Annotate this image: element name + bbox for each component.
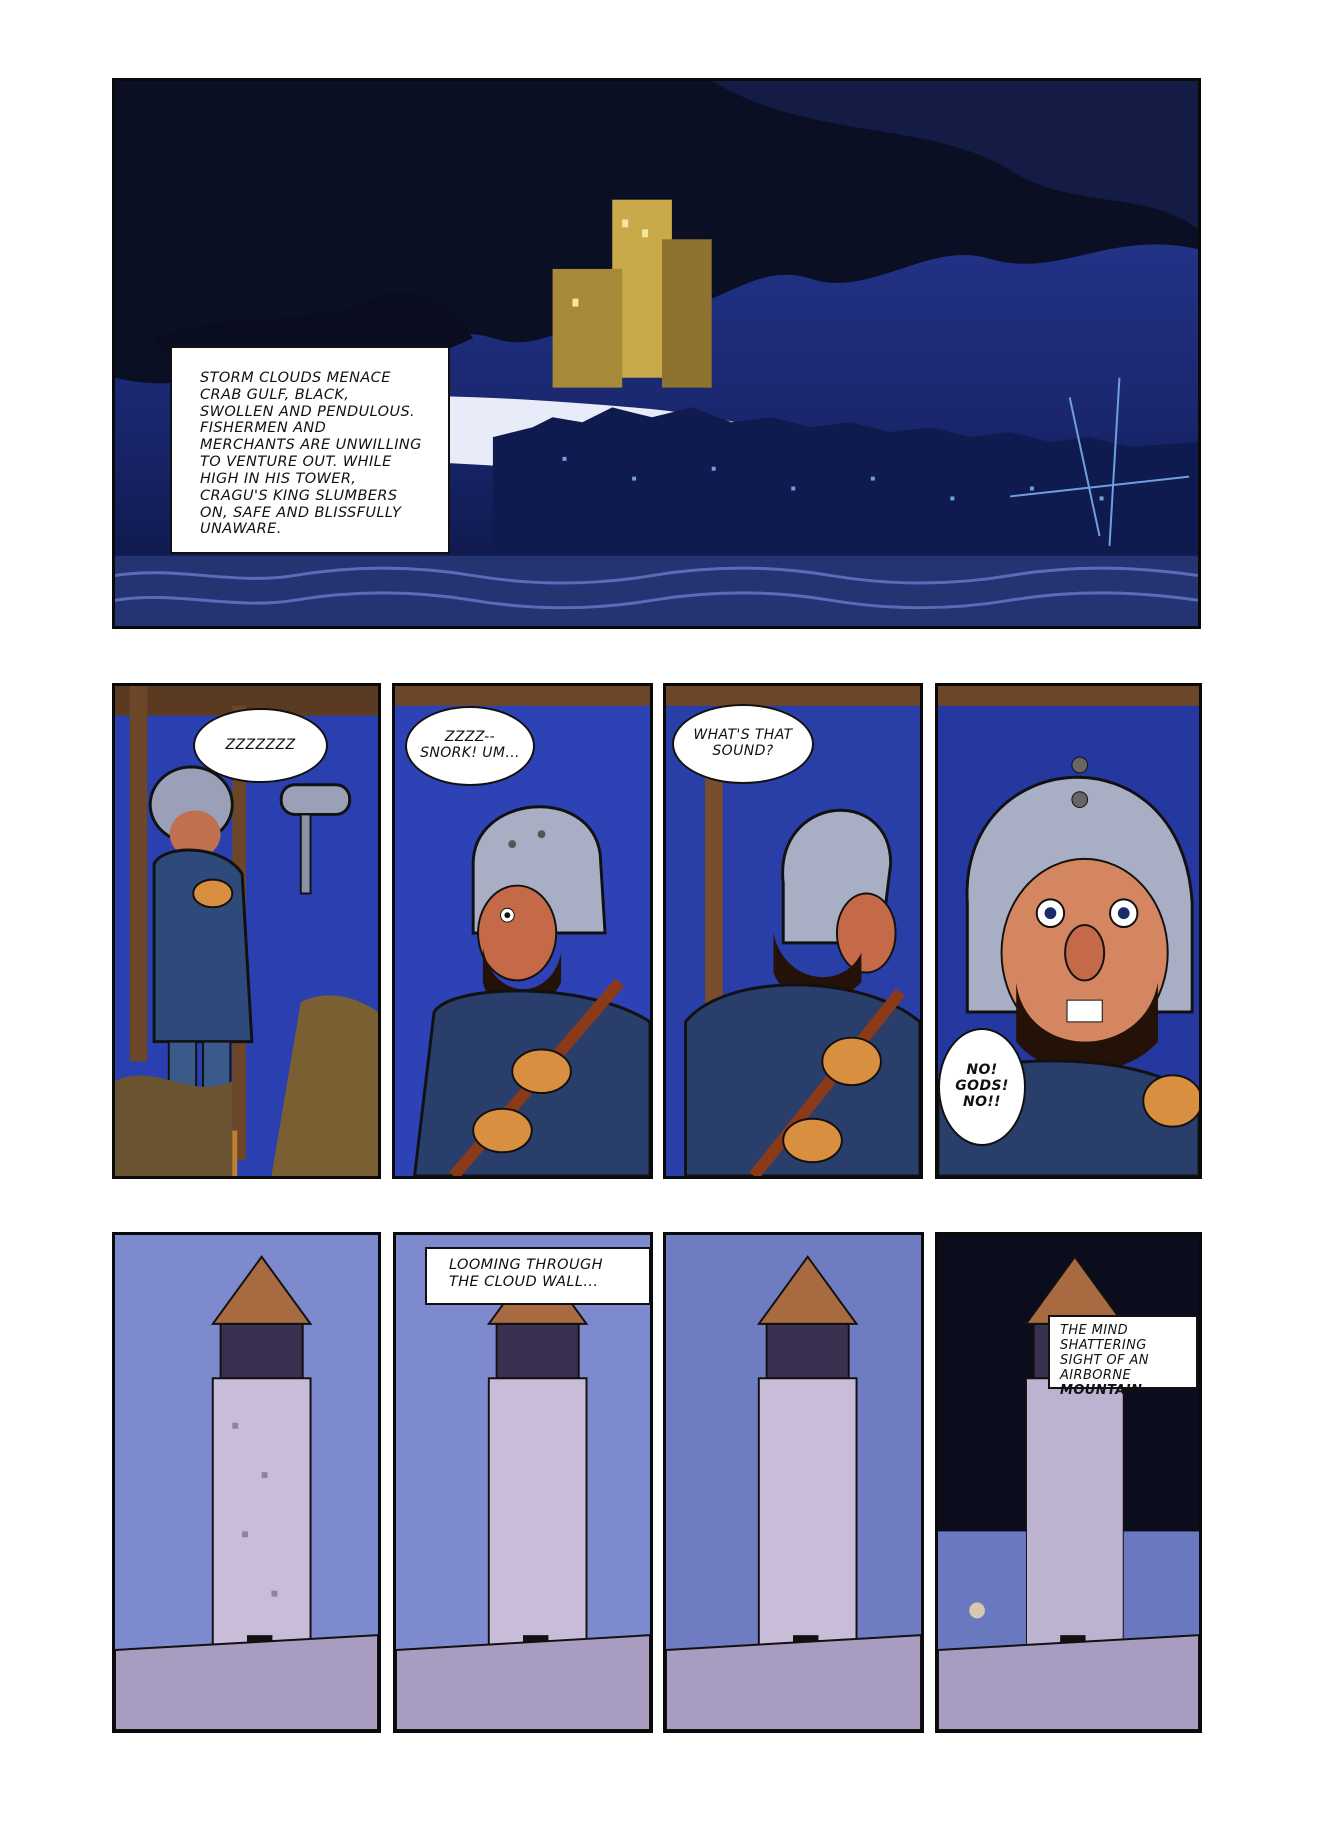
speech-bubble-question: WHAT'S THAT SOUND?	[672, 704, 814, 784]
speech-bubble-snore: ZZZZZZZ	[193, 708, 328, 783]
watchtower-art	[396, 1235, 650, 1730]
watchtower-art	[666, 1235, 921, 1730]
panel-7-tower-caption	[393, 1232, 653, 1733]
watchtower-art	[115, 1235, 378, 1730]
mountain-shadow-art	[938, 1235, 1199, 1730]
panel-9-airborne-mountain	[935, 1232, 1202, 1733]
narration-caption: THE MIND SHATTERING SIGHT OF AN AIRBORNE MOUNTAIN.	[1048, 1315, 1198, 1389]
panel-1-storm-city	[112, 78, 1201, 629]
speech-bubble-snork: ZZZZ-- SNORK! UM...	[405, 706, 535, 786]
panel-2-sleeping-guard	[112, 683, 381, 1179]
narration-caption: STORM CLOUDS MENACE CRAB GULF, BLACK, SWOLLEN AND PENDULOUS. FISHERMEN AND MERCHANTS ARE UNWILLING TO VENTURE OUT. WHILE HIGH IN HIS TOWER, CRAGU'S KING SLUMBERS ON, SAFE AND BLISSFULLY UNAWARE.	[170, 346, 450, 554]
panel-4-guard-listening	[663, 683, 923, 1179]
panel-5-guard-terrified	[935, 683, 1202, 1179]
panel-8-tower	[663, 1232, 924, 1733]
narration-caption: LOOMING THROUGH THE CLOUD WALL...	[425, 1247, 651, 1305]
panel-6-tower	[112, 1232, 381, 1733]
speech-bubble-exclamation: NO! GODS! NO!!	[938, 1028, 1026, 1146]
panel-3-guard-waking	[392, 683, 653, 1179]
